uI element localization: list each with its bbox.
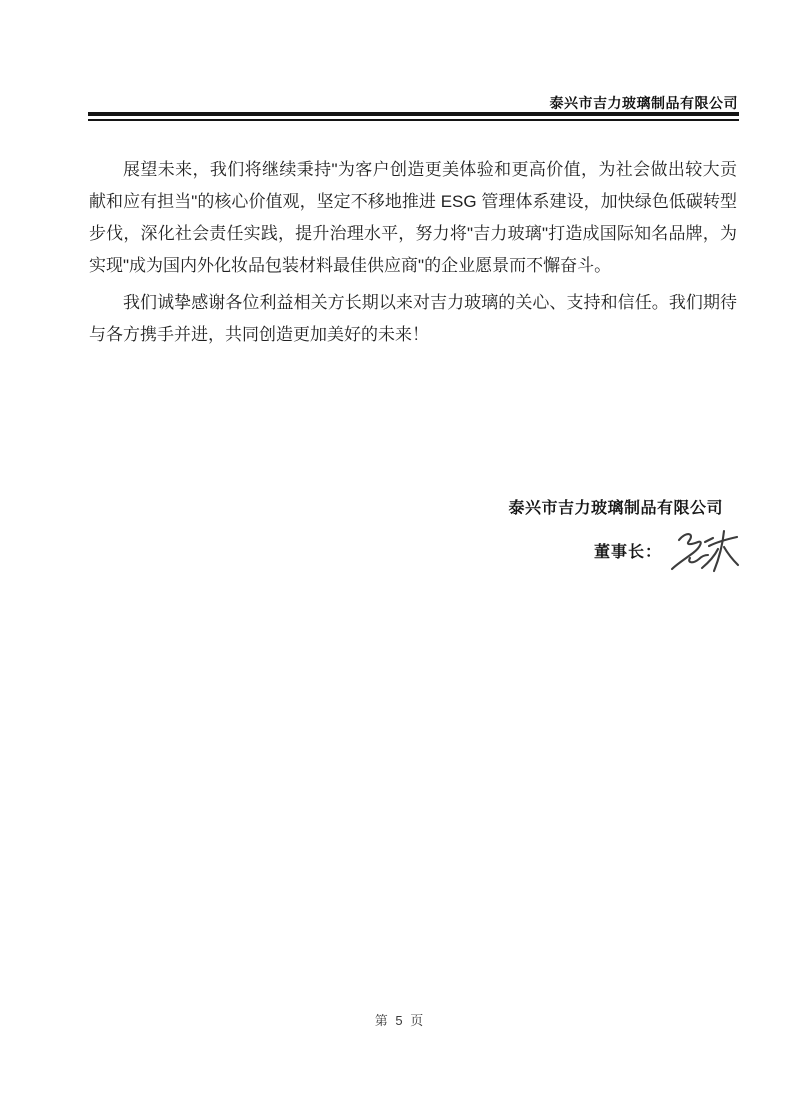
header-divider-thick-line	[88, 112, 739, 116]
paragraph-outlook: 展望未来，我们将继续秉持"为客户创造更美体验和更高价值，为社会做出较大贡献和应有担当"的核心价值观，坚定不移地推进 ESG 管理体系建设，加快绿色低碳转型步伐，深化社会责任实践，提升治理水平，努力将"吉力玻璃"打造成国际知名品牌，为实现"成为国内外化妆品包装材料最佳供应商"的企业愿景而不懈奋斗。	[89, 160, 737, 275]
paragraph-thanks: 我们诚挚感谢各位利益相关方长期以来对吉力玻璃的关心、支持和信任。我们期待与各方携手并进，共同创造更加美好的未来！	[89, 293, 737, 344]
handwritten-signature-icon	[664, 528, 742, 574]
header-divider-thin-line	[88, 119, 739, 122]
chairman-title-label: 董事长：	[593, 544, 662, 561]
footer-page-number: 第 5 页	[374, 1013, 426, 1028]
header-company-name: 泰兴市吉力玻璃制品有限公司	[549, 95, 738, 111]
signature-row	[594, 528, 742, 568]
signature-company-name: 泰兴市吉力玻璃制品有限公司	[508, 500, 723, 517]
header-divider	[88, 112, 739, 121]
document-body	[89, 154, 737, 356]
